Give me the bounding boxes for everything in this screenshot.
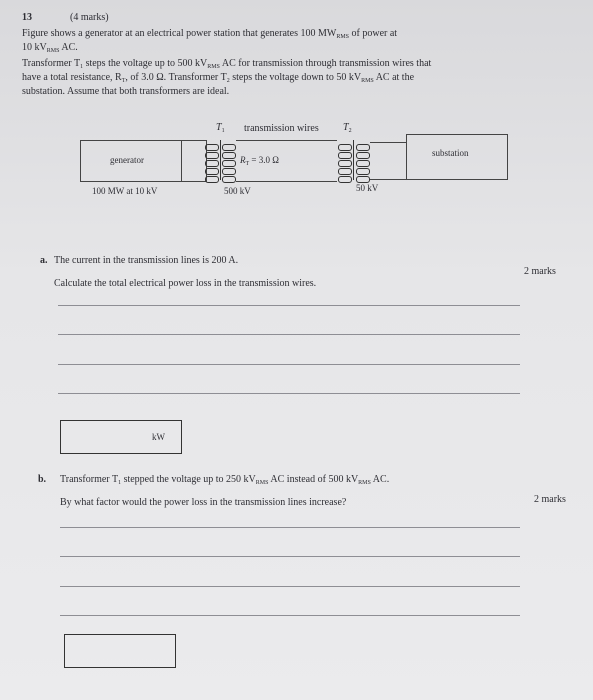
substation-voltage-caption: 50 kV (356, 183, 379, 193)
question-marks: (4 marks) (70, 12, 109, 23)
part-b-line-1: Transformer $T_1$ stepped the voltage up to 250 $kV_{RMS}$ AC instead of 500 $kV_{RMS}$ AC. (60, 474, 390, 486)
question-number: 13 (22, 12, 32, 23)
t2-label: $T_2$ (343, 122, 352, 134)
part-b-line-2: By what factor would the power loss in the transmission lines increase? (60, 497, 347, 508)
t1-primary-coil (205, 144, 219, 183)
part-b-marks: 2 marks (534, 494, 566, 505)
part-b-letter: b. (38, 474, 47, 485)
generator-label: generator (110, 155, 144, 165)
t2-core (353, 140, 354, 180)
answer-line (58, 364, 520, 365)
part-a-marks: 2 marks (524, 266, 556, 277)
t1-core (220, 140, 221, 180)
para2-line-1: Transformer $T_1$ steps the voltage up to 500 $kV_{RMS}$ AC for transmission through transmission wires that (22, 58, 432, 70)
substation-label: substation (432, 148, 469, 158)
para2-line-2: have a total resistance, $R_T$, of 3.0 Ω. Transformer $T_2$ steps the voltage down to 50 $kV_{RMS}$ AC at the (22, 72, 415, 84)
part-a-letter: a. (40, 255, 48, 266)
t2-secondary-coil (356, 144, 370, 183)
wires-label: transmission wires (244, 123, 319, 134)
resistance-label: $R_T = 3.0$ Ω (240, 155, 279, 167)
t1-secondary-coil (222, 144, 236, 183)
part-a-line-1: The current in the transmission lines is 200 A. (54, 255, 239, 266)
t2-primary-coil (338, 144, 352, 183)
part-b-answer-box[interactable] (64, 634, 176, 668)
intro-line-2: 10 $kV_{RMS}$ AC. (22, 42, 78, 54)
answer-line (58, 393, 520, 394)
part-a-line-2: Calculate the total electrical power loss in the transmission wires. (54, 278, 317, 289)
answer-line (60, 556, 520, 557)
answer-line (60, 615, 520, 616)
transmission-voltage-caption: 500 kV (224, 186, 251, 196)
generator-caption: 100 MW at 10 kV (92, 186, 158, 196)
intro-line-1: Figure shows a generator at an electrical power station that generates 100 $MW_{RMS}$ of power at (22, 28, 398, 40)
t2-secondary-loop (370, 142, 406, 180)
answer-line (60, 586, 520, 587)
t1-primary-loop (180, 140, 207, 182)
para2-line-3: substation. Assume that both transformers are ideal. (22, 86, 230, 97)
t1-label: $T_1$ (216, 122, 225, 134)
answer-line (58, 334, 520, 335)
part-a-unit: kW (152, 432, 165, 442)
answer-line (58, 305, 520, 306)
answer-line (60, 527, 520, 528)
